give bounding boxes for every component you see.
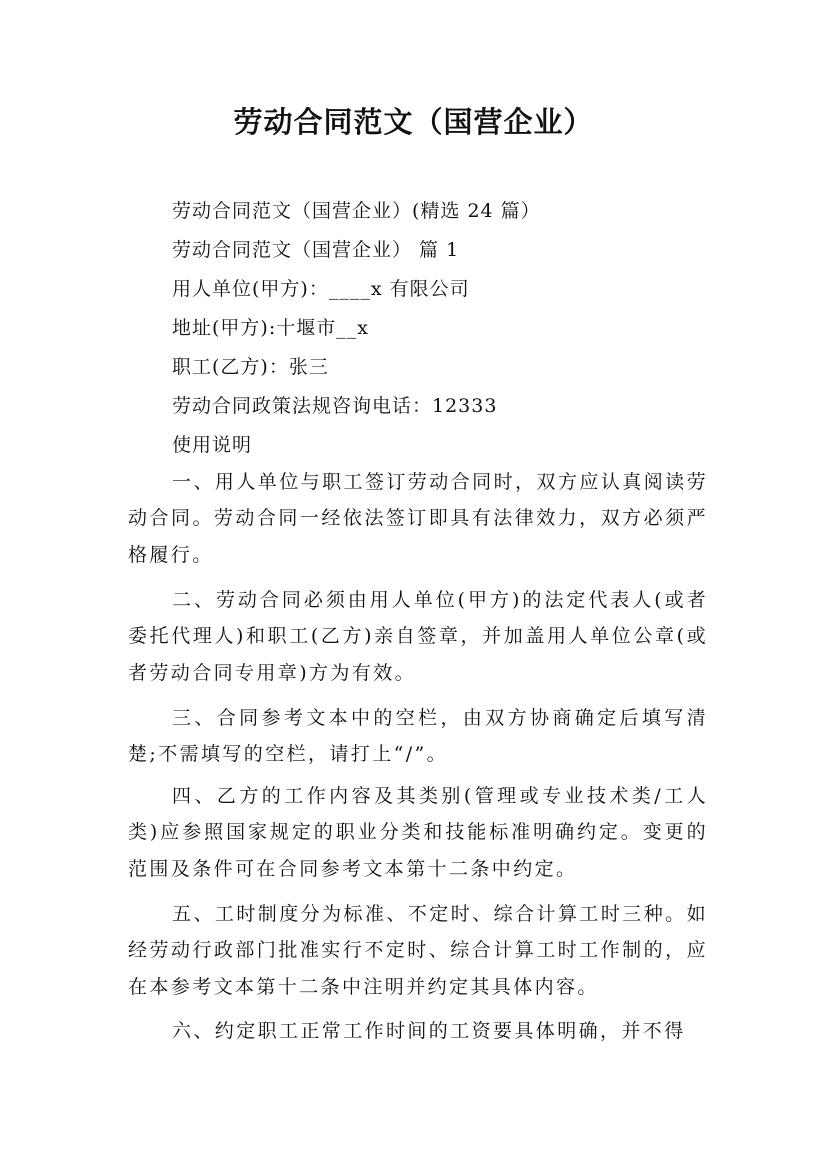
employee-line: 职工(乙方)：张三 [172, 356, 329, 378]
paragraph-6: 六、约定职工正常工作时间的工资要具体明确，并不得 [172, 1020, 686, 1042]
address-line: 地址(甲方):十堰市__x [172, 317, 369, 339]
hotline-line: 劳动合同政策法规咨询电话：12333 [172, 395, 498, 417]
employer-line: 用人单位(甲方)：____x 有限公司 [172, 278, 470, 300]
paragraph-2: 二、劳动合同必须由用人单位(甲方)的法定代表人(或者委托代理人)和职工(乙方)亲自签章，并加盖用人单位公章(或者劳动合同专用章)方为有效。 [128, 589, 708, 684]
document-title: 劳动合同范文（国营企业） [233, 105, 594, 139]
paragraph-1: 一、用人单位与职工签订劳动合同时，双方应认真阅读劳动合同。劳动合同一经依法签订即具有法律效力，双方必须严格履行。 [128, 471, 708, 566]
instructions-heading: 使用说明 [172, 434, 253, 456]
subtitle-line: 劳动合同范文（国营企业）(精选 24 篇） [172, 200, 541, 222]
article-heading: 劳动合同范文（国营企业） 篇 1 [172, 239, 460, 261]
paragraph-4: 四、乙方的工作内容及其类别(管理或专业技术类/工人类)应参照国家规定的职业分类和技能标准明确约定。变更的范围及条件可在合同参考文本第十二条中约定。 [128, 785, 708, 880]
paragraph-5: 五、工时制度分为标准、不定时、综合计算工时三种。如经劳动行政部门批准实行不定时、综合计算工时工作制的，应在本参考文本第十二条中注明并约定其具体内容。 [128, 903, 708, 998]
paragraph-3: 三、合同参考文本中的空栏，由双方协商确定后填写清楚;不需填写的空栏，请打上“/”。 [128, 707, 708, 766]
